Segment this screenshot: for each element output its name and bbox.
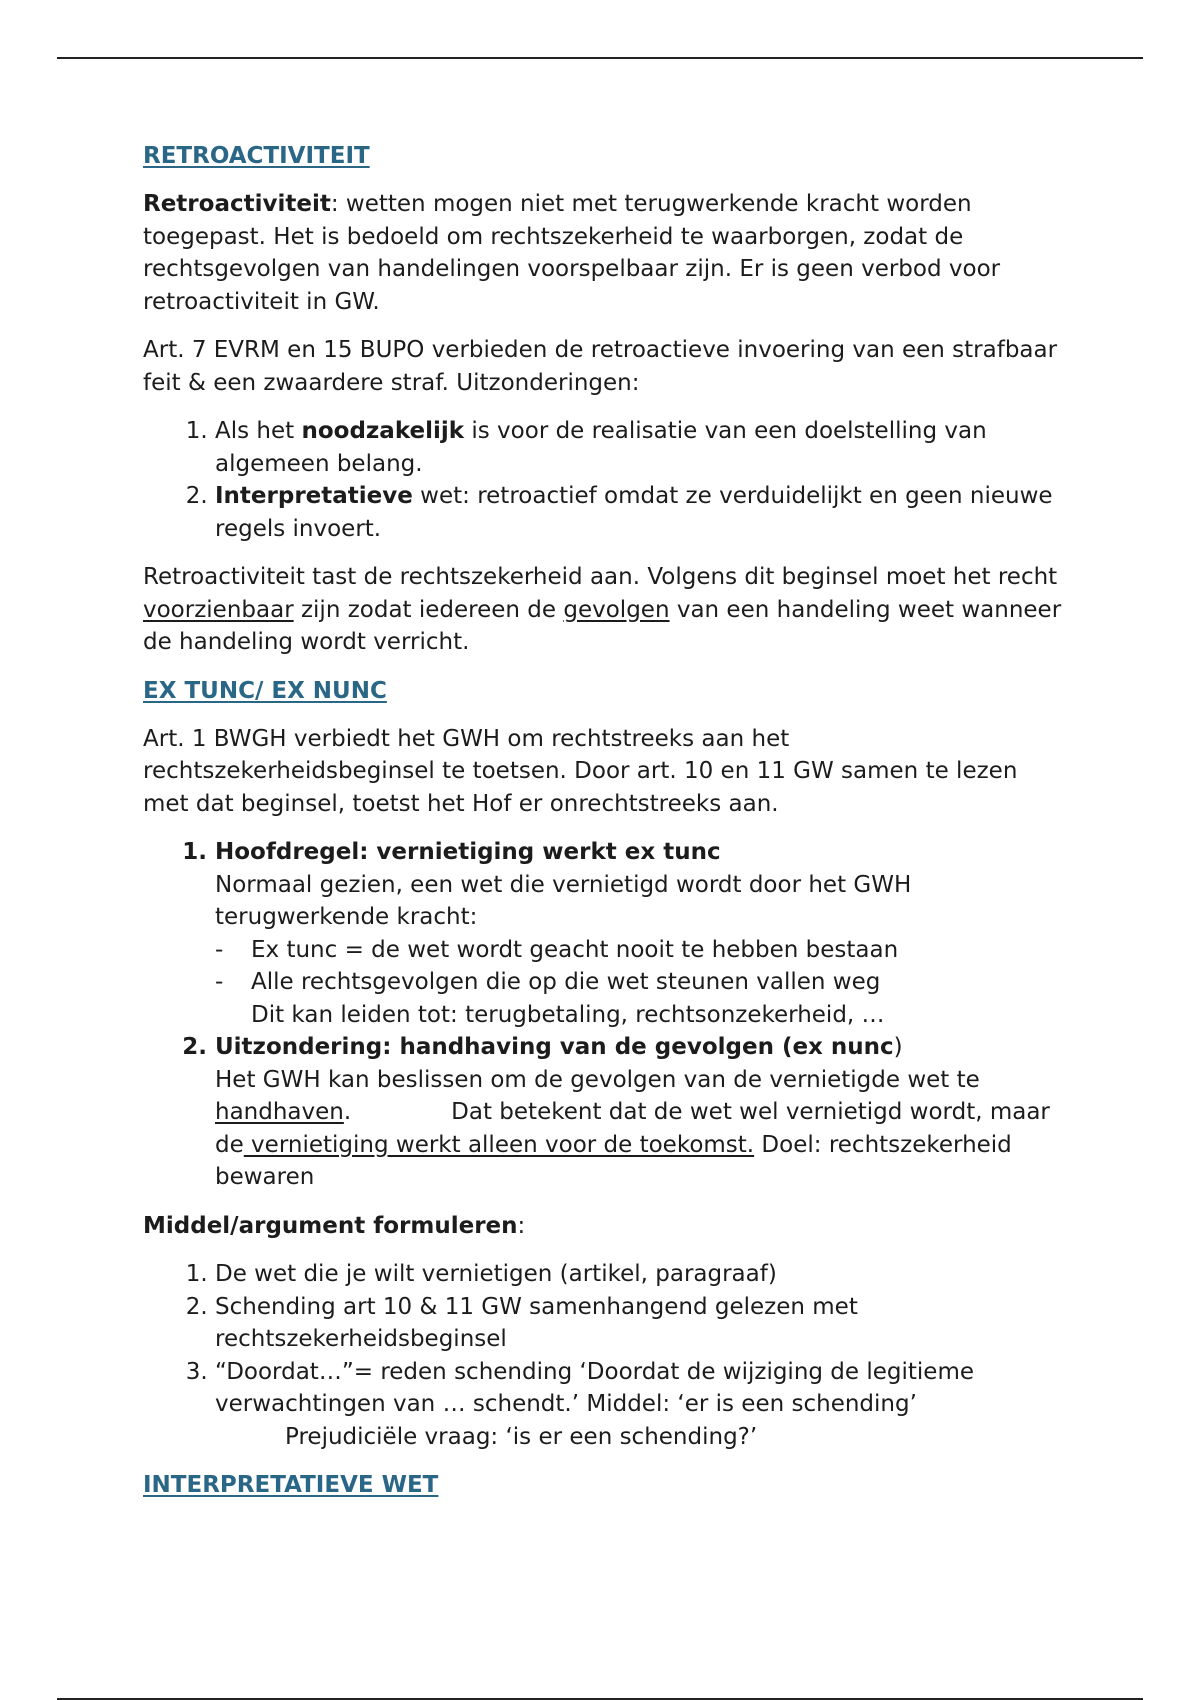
list-item: 2. Schending art 10 & 11 GW samenhangend gelezen met rechtszekerheidsbeginsel xyxy=(215,1291,1063,1356)
underlined-handhaven: handhaven xyxy=(215,1099,344,1125)
underlined-voorzienbaar: voorzienbaar xyxy=(143,596,294,623)
definition-text: : wetten mogen niet met terugwerkende kracht worden toegepast. Het is bedoeld om rechtszekerheid te waarborgen, zodat de rechtsgevolgen van handelingen voorspelbaar zijn. Er is geen verbod voor retroactiviteit in GW. xyxy=(143,191,1001,315)
dash-bullet-icon: - xyxy=(215,969,224,995)
paragraph-evrm: Art. 7 EVRM en 15 BUPO verbieden de retroactieve invoering van een strafbaar feit & een zwaardere straf. Uitzonderingen: xyxy=(143,337,1058,396)
ex-tunc-list xyxy=(143,836,1063,1194)
list-item: 3. “Doordat…”= reden schending ‘Doordat de wijziging de legitieme verwachtingen van … schendt.’ Middel: ‘er is een schending’ Prejudiciële vraag: ‘is er een schending?’ xyxy=(215,1356,1063,1454)
ex-tunc-bullets xyxy=(215,934,1063,1032)
term-retroactiviteit: Retroactiviteit xyxy=(143,191,331,217)
paragraph-rechtszekerheid: Retroactiviteit tast de rechtszekerheid aan. Volgens dit beginsel moet het recht voorzienbaar zijn zodat iedereen de gevolgen van een handeling weet wanneer de handeling wordt verricht. xyxy=(143,564,1062,655)
top-rule xyxy=(57,57,1143,59)
bullet-item: - Ex tunc = de wet wordt geacht nooit te hebben bestaan xyxy=(215,934,1063,967)
bullet-item: - Alle rechtsgevolgen die op die wet steunen vallen weg Dit kan leiden tot: terugbetaling, rechtsonzekerheid, … xyxy=(215,966,1063,1031)
bullet-note: Dit kan leiden tot: terugbetaling, rechtsonzekerheid, … xyxy=(251,1001,885,1028)
heading-retroactiviteit: RETROACTIVITEIT xyxy=(143,143,370,169)
list-item-hoofdregel: 1. Hoofdregel: vernietiging werkt ex tunc Normaal gezien, een wet die vernietigd wordt door het GWH terugwerkende kracht: - Ex tunc = de wet wordt geacht nooit te hebben bestaan - Alle rechtsgevolgen die op die wet steunen vallen weg Dit kan leiden tot: terugbetaling, rechtsonzekerheid, … xyxy=(215,836,1063,1031)
exceptions-list xyxy=(143,415,1063,545)
list-item-uitzondering: 2. Uitzondering: handhaving van de gevolgen (ex nunc) Het GWH kan beslissen om de gevolgen van de vernietigde wet te handhaven. Dat betekent dat de wet wel vernietigd wordt, maar de vernietiging werkt alleen voor de toekomst. Doel: rechtszekerheid bewaren xyxy=(215,1031,1063,1194)
document-page xyxy=(143,140,1063,1517)
underlined-gevolgen: gevolgen xyxy=(563,596,670,623)
middel-list xyxy=(143,1258,1063,1453)
middel-title: Middel/argument formuleren: xyxy=(143,1212,526,1239)
list-item: 2. Interpretatieve wet: retroactief omdat ze verduidelijkt en geen nieuwe regels invoert. xyxy=(215,480,1063,545)
list-item: 1. Als het noodzakelijk is voor de realisatie van een doelstelling van algemeen belang. xyxy=(215,415,1063,480)
paragraph-bwgh: Art. 1 BWGH verbiedt het GWH om rechtstreeks aan het rechtszekerheidsbeginsel te toetsen. Door art. 10 en 11 GW samen te lezen met dat beginsel, toetst het Hof er onrechtstreeks aan. xyxy=(143,725,1018,817)
paragraph-retro-definition xyxy=(143,188,1063,318)
underlined-toekomst: vernietiging werkt alleen voor de toekomst. xyxy=(243,1131,755,1158)
heading-ex-tunc-ex-nunc: EX TUNC/ EX NUNC xyxy=(143,677,387,704)
heading-interpretatieve-wet: INTERPRETATIEVE WET xyxy=(143,1472,439,1498)
dash-bullet-icon: - xyxy=(215,936,224,963)
list-item: 1. De wet die je wilt vernietigen (artikel, paragraaf) xyxy=(215,1258,1063,1291)
prejudiciele-note: Prejudiciële vraag: ‘is er een schending?’ xyxy=(285,1423,758,1450)
